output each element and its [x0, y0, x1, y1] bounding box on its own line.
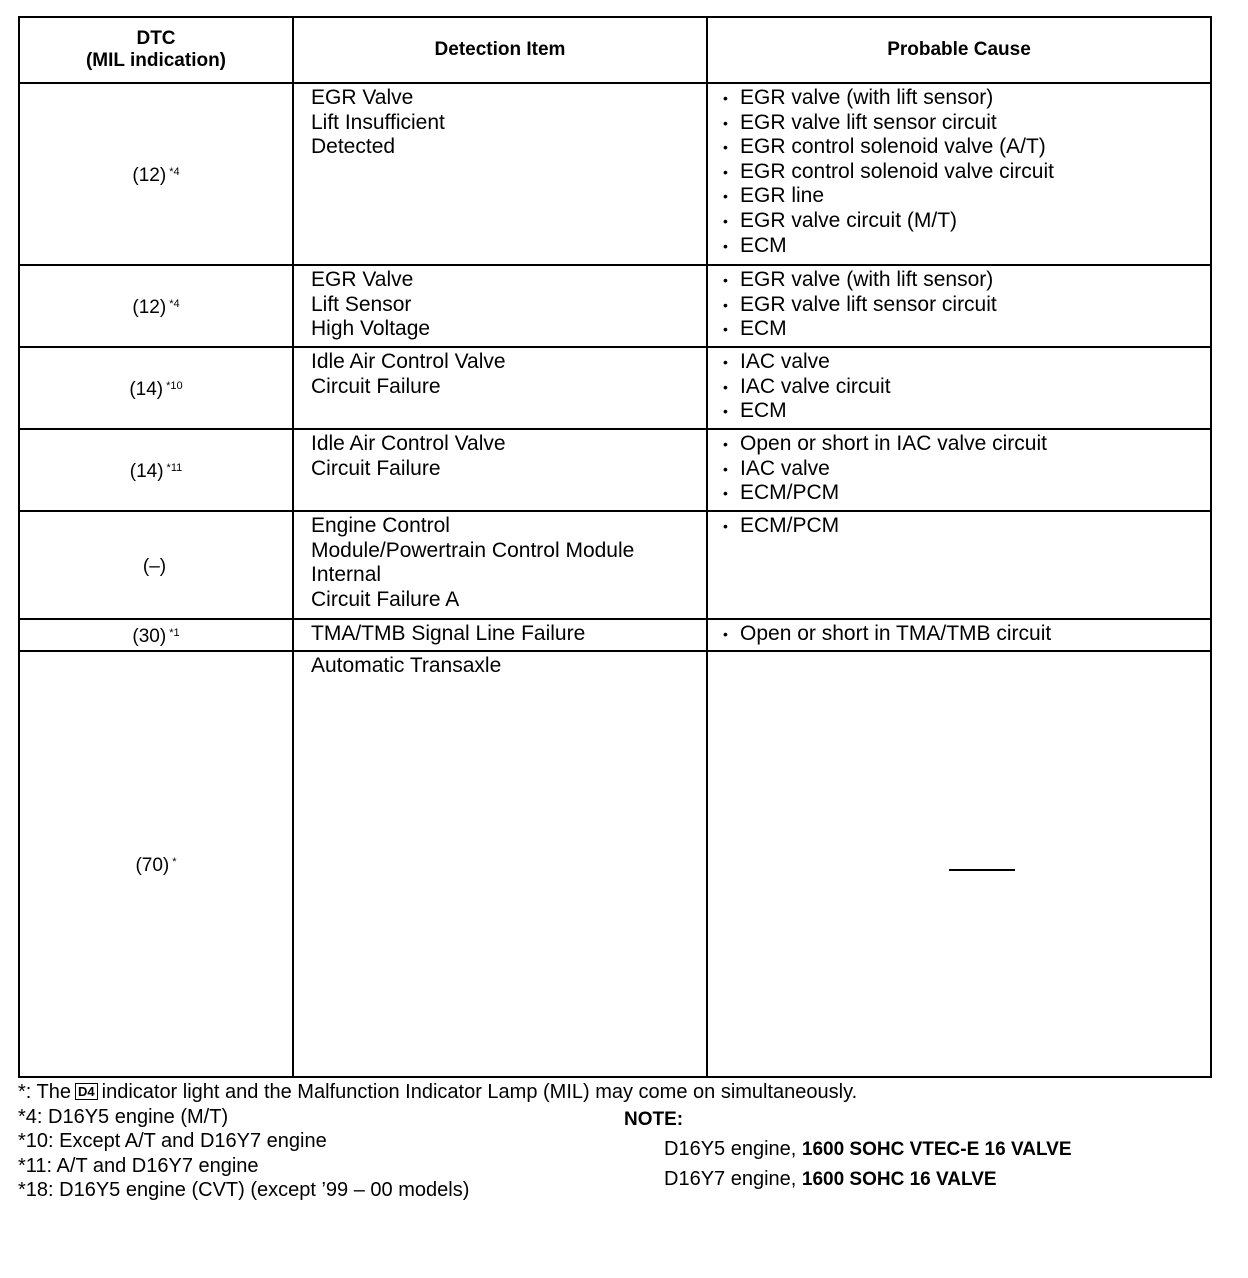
detection-line: TMA/TMB Signal Line Failure [311, 622, 586, 645]
detection-line: EGR Valve [311, 86, 414, 109]
cause-item: • ECM/PCM [723, 514, 1210, 539]
cause-cell [707, 651, 1211, 1077]
dtc-footnote-ref: *10 [166, 379, 183, 392]
footnote-star [18, 1080, 1228, 1105]
dtc-cell [19, 265, 293, 347]
detection-line: Module/Powertrain Control Module [311, 538, 635, 562]
cause-item: • IAC valve [723, 457, 1210, 482]
cause-item: • EGR valve circuit (M/T) [723, 209, 1210, 234]
no-cause-dash [949, 869, 1015, 871]
dtc-code: (30) [132, 625, 167, 647]
dtc-footnote-ref: *4 [169, 165, 180, 178]
dtc-code: (12) [132, 296, 167, 318]
table-row [19, 511, 1211, 619]
table-row [19, 619, 1211, 651]
dtc-code: (–) [142, 555, 167, 577]
detection-cell [293, 651, 707, 1077]
cause-item: • ECM [723, 317, 1210, 342]
cause-list [723, 622, 1210, 647]
detection-line: Automatic Transaxle [311, 654, 502, 677]
cause-list [723, 86, 1210, 258]
detection-line: Internal [311, 563, 382, 587]
note-engine-spec: 1600 SOHC VTEC-E 16 VALVE [801, 1139, 1072, 1160]
cause-item: • IAC valve [723, 350, 1210, 375]
cause-cell [707, 265, 1211, 347]
note-engine-name: D16Y5 engine, [664, 1138, 797, 1160]
dtc-code: (14) [129, 460, 164, 482]
cause-cell [707, 619, 1211, 651]
note-title: NOTE: [624, 1109, 684, 1130]
footnote-star-prefix: *: The [18, 1081, 71, 1103]
cause-item: • ECM [723, 234, 1210, 259]
cause-item: • EGR line [723, 184, 1210, 209]
cause-list [723, 514, 1210, 539]
table-row [19, 83, 1211, 265]
dtc-footnote-ref: * [172, 855, 177, 868]
footnote-4: *4: D16Y5 engine (M/T) [18, 1105, 229, 1128]
footnote-10: *10: Except A/T and D16Y7 engine [18, 1130, 327, 1152]
dtc-cell [19, 619, 293, 651]
detection-line: Idle Air Control Valve [311, 350, 506, 373]
detection-line: Lift Insufficient [311, 110, 445, 134]
dtc-footnote-ref: *11 [166, 461, 183, 474]
cause-item: • EGR control solenoid valve (A/T) [723, 135, 1210, 160]
detection-line: Circuit Failure [311, 374, 441, 398]
detection-cell [293, 83, 707, 265]
cause-cell [707, 429, 1211, 511]
detection-line: Lift Sensor [311, 292, 412, 316]
dtc-footnote-ref: *4 [169, 297, 180, 310]
footnote-star-text: indicator light and the Malfunction Indicator Lamp (MIL) may come on simultaneously. [101, 1081, 858, 1103]
detection-cell [293, 265, 707, 347]
cause-item: • EGR valve lift sensor circuit [723, 111, 1210, 136]
table-row [19, 347, 1211, 429]
dtc-cell [19, 83, 293, 265]
cause-cell [707, 347, 1211, 429]
detection-line: Idle Air Control Valve [311, 432, 506, 455]
cause-item: • IAC valve circuit [723, 375, 1210, 400]
detection-line: High Voltage [311, 317, 431, 341]
dtc-table [18, 16, 1212, 1078]
table-row [19, 429, 1211, 511]
header-dtc-line1: DTC [136, 28, 176, 49]
header-detection-item: Detection Item [293, 17, 707, 83]
dtc-cell [19, 429, 293, 511]
dtc-code: (12) [132, 164, 167, 186]
dtc-cell [19, 651, 293, 1077]
dtc-footnote-ref: *1 [169, 626, 180, 639]
cause-item: • EGR control solenoid valve circuit [723, 160, 1210, 185]
dtc-cell [19, 511, 293, 619]
dtc-code: (14) [129, 378, 164, 400]
header-dtc [19, 17, 293, 83]
d4-indicator-icon: D4 [75, 1083, 98, 1100]
cause-item: • EGR valve (with lift sensor) [723, 268, 1210, 293]
note-engine-name: D16Y7 engine, [664, 1168, 797, 1190]
cause-list [723, 350, 1210, 424]
detection-line: Detected [311, 135, 396, 159]
table-row [19, 265, 1211, 347]
cause-list [723, 268, 1210, 342]
detection-cell [293, 619, 707, 651]
cause-item: • ECM/PCM [723, 481, 1210, 506]
detection-cell [293, 347, 707, 429]
detection-line: Engine Control [311, 514, 450, 537]
dtc-code: (70) [135, 854, 170, 876]
footnote-18: *18: D16Y5 engine (CVT) (except ’99 – 00 models) [18, 1179, 470, 1201]
cause-item: • EGR valve lift sensor circuit [723, 293, 1210, 318]
note-engine-line [664, 1169, 1072, 1190]
header-probable-cause: Probable Cause [707, 17, 1211, 83]
cause-cell [707, 511, 1211, 619]
detection-cell [293, 511, 707, 619]
footnote-11: *11: A/T and D16Y7 engine [18, 1154, 259, 1177]
note-engine-line [664, 1139, 1072, 1160]
cause-item: • EGR valve (with lift sensor) [723, 86, 1210, 111]
cause-item: • Open or short in IAC valve circuit [723, 432, 1210, 457]
detection-line: EGR Valve [311, 268, 414, 291]
cause-list [723, 432, 1210, 506]
cause-cell [707, 83, 1211, 265]
table-header-row [19, 17, 1211, 83]
table-row [19, 651, 1211, 1077]
detection-cell [293, 429, 707, 511]
cause-item: • ECM [723, 399, 1210, 424]
note-engine-spec: 1600 SOHC 16 VALVE [801, 1169, 997, 1190]
detection-line: Circuit Failure A [311, 587, 460, 611]
detection-line: Circuit Failure [311, 456, 441, 480]
cause-item: • Open or short in TMA/TMB circuit [723, 622, 1210, 647]
header-dtc-line2: (MIL indication) [85, 50, 227, 71]
dtc-cell [19, 347, 293, 429]
note-block [624, 1110, 1072, 1190]
